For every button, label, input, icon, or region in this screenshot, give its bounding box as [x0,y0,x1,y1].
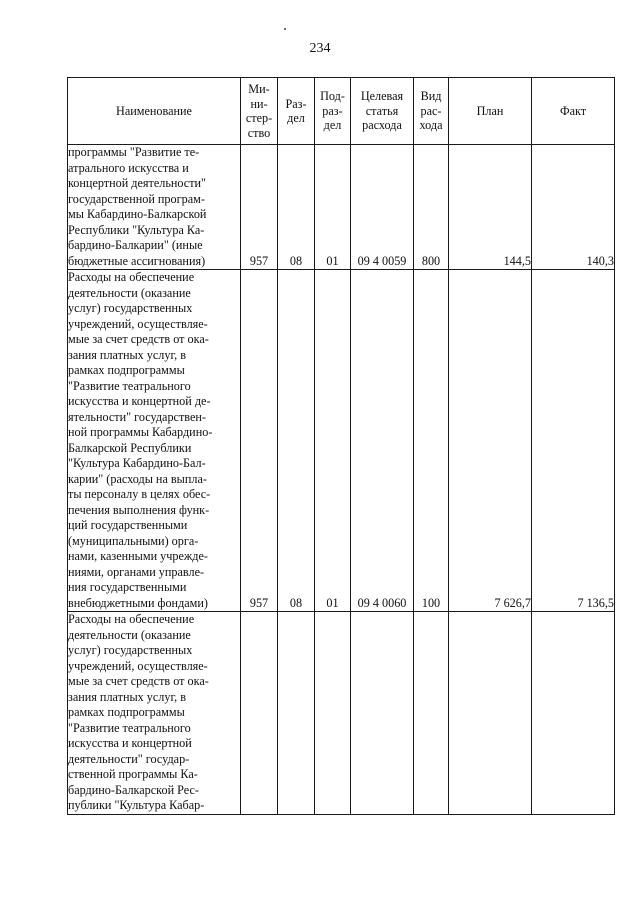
header-line: Ми- [248,82,270,96]
expense-type-cell: 100 [414,270,449,612]
target-article-cell: 09 4 0060 [351,270,414,612]
name-line: рамках подпрограммы [68,705,185,719]
name-line: ций государственными [68,518,188,532]
name-line: концертной деятельности" [68,176,207,190]
header-line: План [476,103,504,118]
name-line: "Развитие театрального [68,378,191,393]
name-line: зания платных услуг, в [68,689,186,704]
table-row [68,612,615,815]
name-line: мые за счет средств от ока- [68,332,209,346]
section-cell: 08 [278,145,315,270]
header-line: дел [287,111,305,125]
name-line: нами, казенными учрежде- [68,549,208,563]
table-row [68,145,615,270]
header-plan [449,78,532,145]
fact-cell: 140,3 [532,145,615,270]
header-line: Целевая [360,89,404,104]
header-line: рас- [420,103,442,118]
name-cell [68,612,241,815]
ministry-cell: 957 [241,145,278,270]
name-cell [68,270,241,612]
name-line: государственной програм- [68,191,205,206]
name-line: (муниципальными) орга- [68,533,199,548]
name-line: услуг) государственных [68,643,193,657]
header-line: раз- [322,103,343,118]
table-header-row [68,78,615,145]
header-name [68,78,241,145]
section-cell [278,612,315,815]
name-line: учреждений, осуществляе- [68,316,208,331]
header-fact [532,78,615,145]
name-line: карии" (расходы на выпла- [68,471,207,486]
subsection-cell: 01 [315,145,351,270]
scan-speck [284,28,286,30]
header-target-article [351,78,414,145]
name-line: деятельности" государ- [68,751,190,766]
name-line: ния государственными [68,580,187,594]
name-line: Республики "Культура Ка- [68,222,205,237]
name-line: мые за счет средств от ока- [68,674,209,688]
expense-type-cell: 800 [414,145,449,270]
subsection-cell [315,612,351,815]
name-line: ты персоналу в целях обес- [68,487,211,501]
fact-cell: 7 136,5 [532,270,615,612]
target-article-cell [351,612,414,815]
plan-cell: 7 626,7 [449,270,532,612]
budget-table [67,77,615,815]
name-line: услуг) государственных [68,301,193,315]
name-line: бюджетные ассигнования) [68,253,206,268]
name-line: рамках подпрограммы [68,363,185,377]
plan-cell: 144,5 [449,145,532,270]
header-line: стер- [245,111,273,125]
name-line: Балкарской Республики [68,440,192,455]
ministry-cell: 957 [241,270,278,612]
header-line: ство [247,125,271,140]
name-line: деятельности (оказание [68,285,191,300]
ministry-cell [241,612,278,815]
expense-type-cell [414,612,449,815]
name-line: ной программы Кабардино- [68,425,213,439]
header-section [278,78,315,145]
page-number: 234 [309,41,331,56]
name-line: атрального искусства и [68,160,189,175]
name-line: "Культура Кабардино-Бал- [68,456,206,470]
header-line: дел [323,118,342,133]
name-line: ниями, органами управле- [68,564,205,579]
header-line: ни- [250,96,268,111]
name-line: искусства и концертной [68,736,192,750]
header-line: Раз- [285,96,307,111]
fact-cell [532,612,615,815]
name-line: деятельности (оказание [68,627,191,642]
name-line: Расходы на обеспечение [68,270,195,284]
header-line: Факт [559,103,587,118]
table-body [68,145,615,815]
subsection-cell: 01 [315,270,351,612]
plan-cell [449,612,532,815]
name-line: ятельности" государствен- [68,409,206,424]
name-line: искусства и концертной де- [68,394,211,408]
header-line: Наименование [116,103,192,118]
name-line: учреждений, осуществляе- [68,658,208,673]
table-row [68,270,615,612]
header-line: Под- [320,89,345,104]
name-line: Расходы на обеспечение [68,612,195,626]
name-line: программы "Развитие те- [68,145,200,159]
name-line: зания платных услуг, в [68,347,186,362]
section-cell: 08 [278,270,315,612]
header-line: статья [365,103,399,118]
name-line: бардино-Балкарии" (иные [68,238,203,252]
name-line: внебюджетными фондами) [68,595,208,610]
name-line: "Развитие театрального [68,720,191,735]
name-line: бардино-Балкарской Рес- [68,782,199,797]
header-line: Вид [420,89,442,104]
name-cell [68,145,241,270]
name-line: печения выполнения функ- [68,502,210,517]
name-line: публики "Культура Кабар- [68,798,205,812]
header-expense-type [414,78,449,145]
header-line: расхода [362,118,402,133]
header-subsection [315,78,351,145]
target-article-cell: 09 4 0059 [351,145,414,270]
header-ministry [241,78,278,145]
name-line: ственной программы Ка- [68,767,198,781]
name-line: мы Кабардино-Балкарской [68,207,207,221]
header-line: хода [419,118,443,133]
